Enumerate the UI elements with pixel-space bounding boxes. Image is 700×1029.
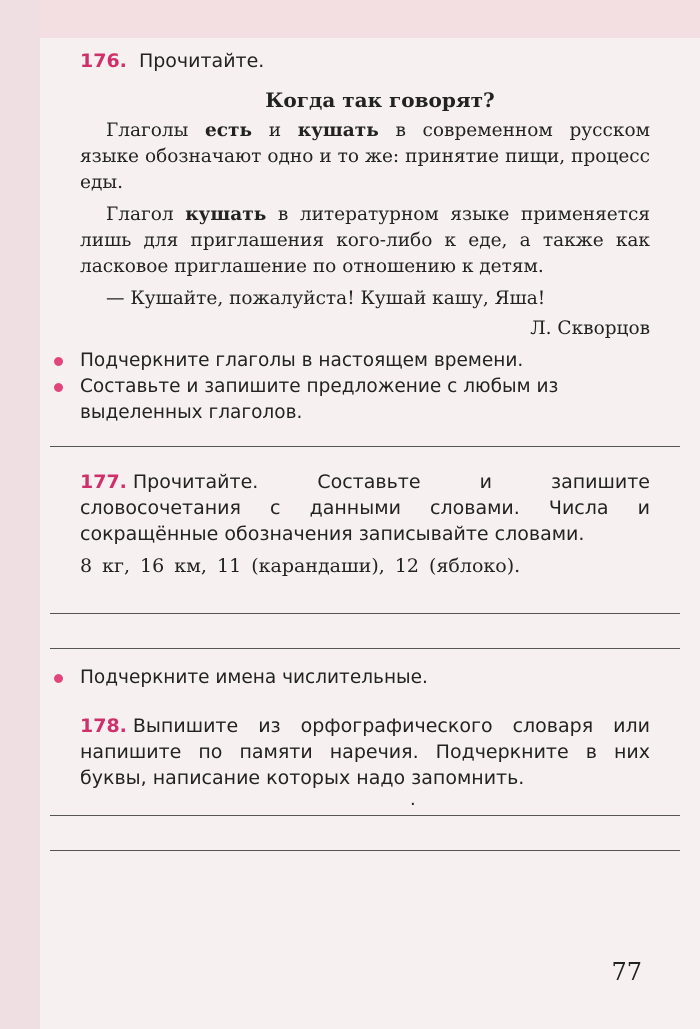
page-content <box>80 48 650 851</box>
exercise-178-text <box>80 713 650 791</box>
dot-mark: . <box>410 789 416 810</box>
highlighted-word: кушать <box>185 204 267 225</box>
writing-line <box>50 850 680 851</box>
paragraph-2 <box>80 202 650 280</box>
task-text: Составьте и запишите предложение с любым из выделенных глаголов. <box>80 376 559 423</box>
task-text: Подчеркните глаголы в настоящем времени. <box>80 350 524 371</box>
task-item <box>80 348 650 374</box>
exercise-number: 177. <box>80 471 127 493</box>
bullet-icon <box>54 357 63 366</box>
text-title: Когда так говорят? <box>265 88 495 112</box>
exercise-number: 176. <box>80 50 127 72</box>
exercise-177-text <box>80 469 650 547</box>
text-run: и <box>252 120 298 141</box>
task-item <box>80 374 650 426</box>
text-run: Глаголы <box>106 120 205 141</box>
writing-line <box>50 815 680 816</box>
writing-line <box>50 648 680 649</box>
exercise-178 <box>80 713 650 851</box>
highlighted-word: кушать <box>297 120 379 141</box>
exercise-instruction: Выпишите из орфографического словаря или напишите по памяти наречия. Подчеркните в них буквы, написание которых надо запомнить. <box>80 715 650 789</box>
bullet-icon <box>54 674 63 683</box>
exercise-176-header <box>80 48 650 74</box>
paragraph-1 <box>80 118 650 196</box>
highlighted-word: есть <box>205 120 253 141</box>
text-run: Глагол <box>106 204 186 225</box>
quote-author: Л. Скворцов <box>530 318 650 339</box>
text-run: в современном русском языке обозначают одно и то же: принятие пищи, процесс еды. <box>80 120 650 193</box>
left-margin-strip <box>0 0 40 1029</box>
text-run: в литературном языке применяется лишь для приглашения кого-либо к еде, а также как ласковое приглашение по отношению к детям. <box>80 204 650 277</box>
bullet-icon <box>54 383 63 392</box>
dot-mark-area <box>80 789 650 815</box>
task-item <box>80 665 650 691</box>
exercise-instruction: Прочитайте. Составьте и запишите словосочетания с данными словами. Числа и сокращённые обозначения записывайте словами. <box>80 471 650 545</box>
writing-line <box>50 613 680 614</box>
quote: — Кушайте, пожалуйста! Кушай кашу, Яша! <box>106 288 546 309</box>
page-number: 77 <box>611 958 642 986</box>
word-list: 8 кг, 16 км, 11 (карандаши), 12 (яблоко). <box>80 555 521 577</box>
top-band <box>0 0 700 38</box>
exercise-177 <box>80 469 650 691</box>
task-text: Подчеркните имена числительные. <box>80 667 428 688</box>
exercise-instruction: Прочитайте. <box>138 50 265 72</box>
writing-line <box>50 446 680 447</box>
exercise-number: 178. <box>80 715 127 737</box>
